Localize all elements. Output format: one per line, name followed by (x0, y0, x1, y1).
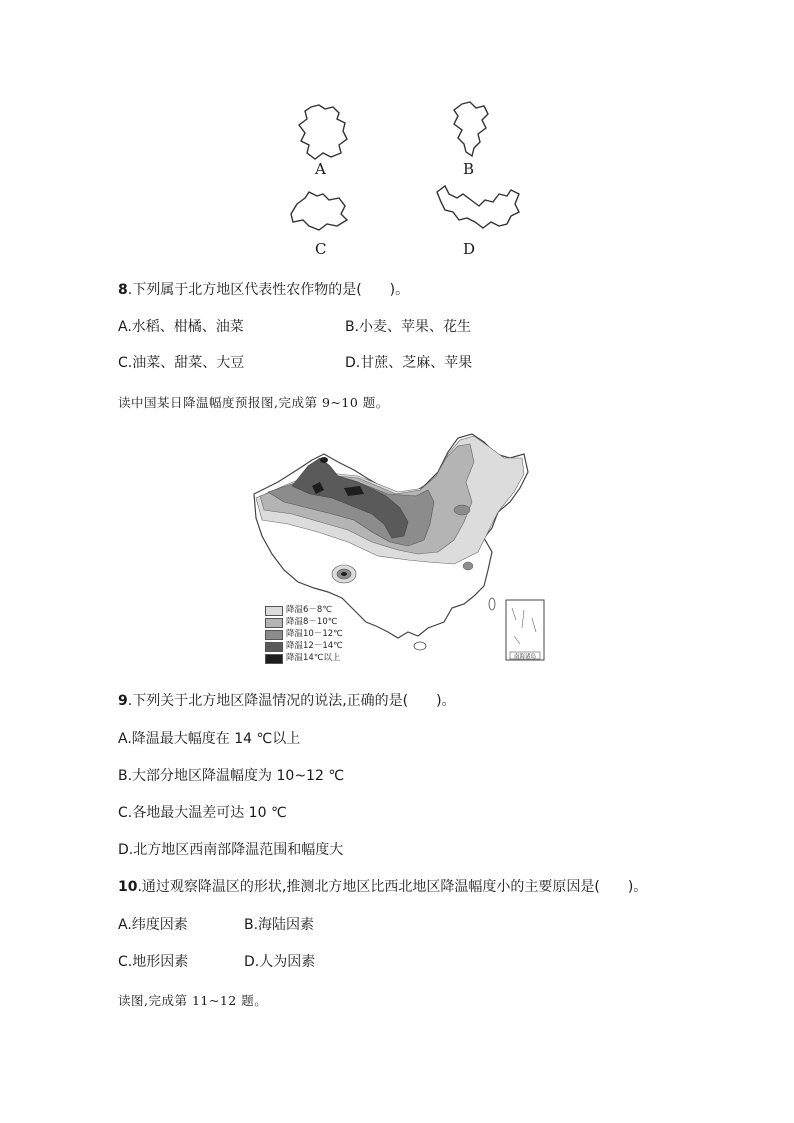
q10-option-a: A.纬度因素 (118, 917, 188, 933)
east-blob (454, 505, 470, 515)
q9-option-a: A.降温最大幅度在 14 ℃以上 (118, 731, 301, 747)
question-text: .下列关于北方地区降温情况的说法,正确的是( )。 (127, 693, 456, 709)
legend-label-14-plus: 降温14℃以上 (286, 653, 341, 663)
question-9-stem (118, 692, 456, 710)
shape-label-b: B (463, 160, 475, 178)
east-blob (463, 562, 473, 570)
question-text: .下列属于北方地区代表性农作物的是( )。 (127, 282, 410, 298)
question-text: .通过观察降温区的形状,推测北方地区比西北地区降温幅度小的主要原因是( )。 (137, 879, 648, 895)
question-number: 10 (118, 879, 138, 895)
q9-option-b: B.大部分地区降温幅度为 10~12 ℃ (118, 768, 345, 784)
legend-label-10-12: 降温10－12℃ (286, 629, 343, 639)
legend-swatch-12-14 (265, 642, 283, 652)
south-china-sea-inset (506, 600, 544, 660)
province-shape-c (287, 190, 351, 234)
q8-option-d: D.甘蔗、芝麻、苹果 (345, 355, 473, 371)
legend-label-12-14: 降温12－14℃ (286, 641, 343, 651)
legend-swatch-10-12 (265, 630, 283, 640)
shape-label-d: D (463, 240, 476, 258)
tibet-feature (341, 572, 347, 576)
q8-option-b: B.小麦、苹果、花生 (345, 319, 472, 335)
q10-option-c: C.地形因素 (118, 954, 189, 970)
question-8-stem (118, 281, 409, 299)
legend-label-8-10: 降温8－10℃ (286, 617, 338, 627)
q8-option-a: A.水稻、柑橘、油菜 (118, 319, 244, 335)
intro-11-12: 读图,完成第 11~12 题。 (118, 993, 268, 1008)
shape-label-c: C (315, 240, 327, 258)
province-shape-d (433, 184, 523, 234)
province-shape-b (448, 100, 494, 160)
intro-9-10: 读中国某日降温幅度预报图,完成第 9~10 题。 (118, 395, 389, 410)
question-number: 8 (118, 282, 128, 298)
question-10-stem (118, 878, 647, 896)
hainan-island (414, 642, 426, 650)
q9-option-d: D.北方地区西南部降温范围和幅度大 (118, 842, 344, 858)
inset-label: 南海诸岛 (513, 654, 537, 660)
question-number: 9 (118, 693, 128, 709)
q9-option-c: C.各地最大温差可达 10 ℃ (118, 805, 287, 821)
legend-label-6-8: 降温6－8℃ (286, 605, 332, 615)
zone-14-plus (320, 457, 328, 463)
province-shape-a (295, 103, 351, 161)
q8-option-c: C.油菜、甜菜、大豆 (118, 355, 245, 371)
legend-swatch-14-plus (265, 654, 283, 664)
taiwan-island (489, 598, 495, 610)
legend-swatch-6-8 (265, 606, 283, 616)
q10-option-d: D.人为因素 (244, 954, 316, 970)
legend-swatch-8-10 (265, 618, 283, 628)
shape-label-a: A (315, 160, 326, 178)
q10-option-b: B.海陆因素 (244, 917, 315, 933)
